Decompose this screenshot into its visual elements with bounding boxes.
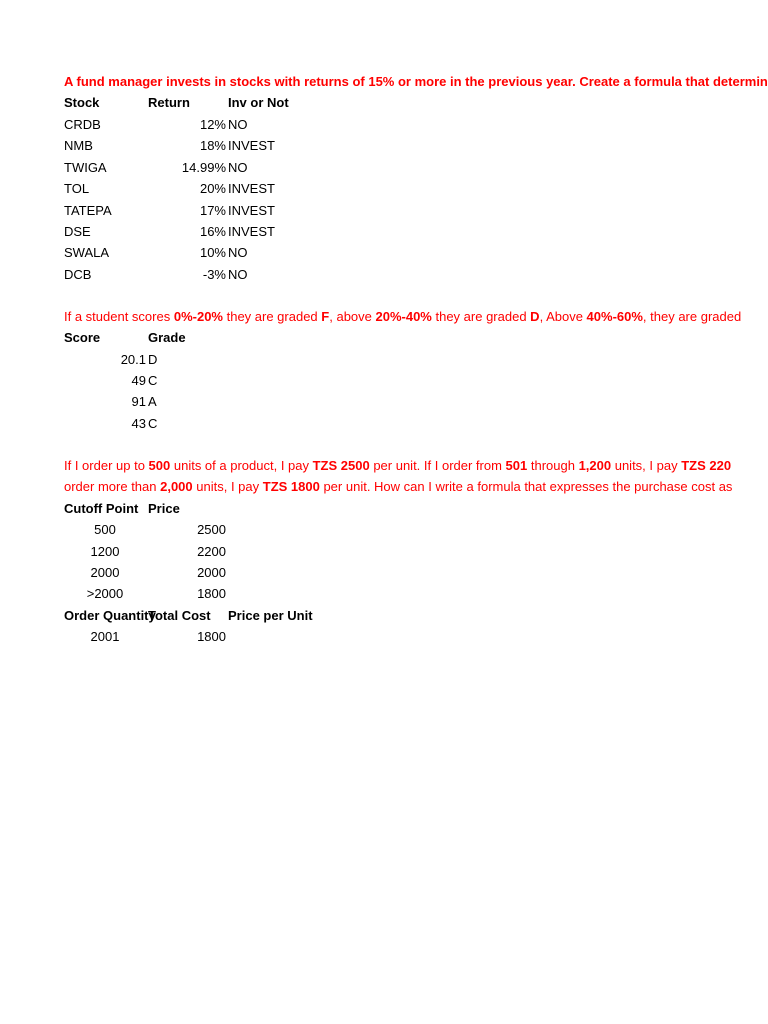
price-value: 2200 — [197, 543, 226, 559]
stock-return: 10% — [199, 245, 226, 260]
purchase-question-part: per unit. How can I write a formula that expresses the purchase cost as — [319, 479, 733, 494]
invest-decision: NO — [228, 266, 248, 282]
stock-name: TWIGA — [64, 159, 107, 175]
stock-name: TOL — [64, 181, 90, 196]
grading-question-part: , they are graded — [642, 309, 742, 324]
order-table-header — [64, 605, 364, 626]
grading-question-part: 0%-20% — [173, 309, 223, 324]
total-cost-value: 1800 — [197, 629, 226, 644]
grading-question — [64, 306, 742, 327]
cutoff-value: 2000 — [90, 565, 120, 580]
purchase-question-part: order more than — [64, 479, 161, 494]
purchase-question-part: TZS 1800 — [262, 479, 320, 494]
purchase-question-part: TZS 220 — [681, 458, 732, 473]
price-per-unit-header: Price per Unit — [228, 607, 313, 623]
invest-decision: INVEST — [228, 224, 275, 239]
purchase-question-part: through — [527, 458, 579, 473]
table-row — [64, 264, 364, 285]
grading-question-part: D — [530, 309, 540, 324]
stock-return: 12% — [199, 116, 226, 132]
table-row — [64, 221, 364, 242]
table-row — [64, 349, 364, 370]
stock-name: TATEPA — [64, 202, 112, 218]
grade-header: Grade — [148, 330, 186, 345]
purchase-question-part: If I order up to — [64, 458, 149, 473]
table-row — [64, 562, 364, 583]
stock-name: NMB — [64, 138, 93, 153]
invest-decision: NO — [228, 159, 248, 175]
grading-question-part: they are graded — [431, 309, 531, 324]
table-row — [64, 370, 364, 391]
purchase-question-part: 2,000 — [160, 479, 193, 494]
invest-decision: NO — [228, 245, 248, 260]
table-row — [64, 200, 364, 221]
table-row — [64, 626, 364, 647]
table-row — [64, 583, 364, 604]
invest-decision: INVEST — [228, 202, 275, 218]
table-row — [64, 114, 364, 135]
table-row — [64, 413, 364, 434]
grade-value: A — [148, 394, 157, 409]
grading-question-part: F — [321, 309, 330, 324]
stock-name: DCB — [64, 266, 92, 282]
order-quantity-header: Order Quantity — [64, 607, 156, 623]
table-row — [64, 178, 364, 199]
price-value: 1800 — [197, 586, 226, 601]
purchase-question-part: units, I pay — [611, 458, 682, 473]
grading-question-part: 20%-40% — [375, 309, 432, 324]
table-row — [64, 519, 364, 540]
stock-return: 18% — [199, 138, 226, 153]
purchase-question-part: 500 — [148, 458, 171, 473]
cutoff-table-header — [64, 498, 364, 519]
table-row — [64, 391, 364, 412]
invest-decision: INVEST — [228, 181, 275, 196]
stock-return: 16% — [199, 224, 226, 239]
price-value: 2500 — [197, 522, 226, 537]
stock-header: Stock — [64, 95, 100, 110]
score-value: 20.1 — [120, 351, 146, 367]
fund-manager-question — [64, 71, 768, 92]
score-value: 43 — [131, 415, 146, 431]
score-value: 49 — [131, 373, 146, 388]
grade-value: C — [148, 415, 158, 431]
grading-question-part: , Above — [539, 309, 587, 324]
return-header: Return — [148, 95, 190, 110]
purchase-question-part: 501 — [505, 458, 528, 473]
price-header: Price — [148, 500, 180, 516]
stock-return: -3% — [202, 266, 226, 282]
cutoff-value: >2000 — [86, 586, 124, 601]
score-value: 91 — [131, 394, 146, 409]
purchase-question-line-2 — [64, 476, 733, 497]
stock-name: DSE — [64, 224, 91, 239]
stock-name: SWALA — [64, 245, 110, 260]
grade-table-header — [64, 327, 364, 348]
stock-table-header — [64, 92, 364, 113]
invest-decision: NO — [228, 116, 248, 132]
purchase-question-part: units of a product, I pay — [170, 458, 313, 473]
grading-question-part: If a student scores — [64, 309, 174, 324]
purchase-question-part: TZS 2500 — [312, 458, 370, 473]
stock-return: 14.99% — [181, 159, 226, 175]
grading-question-part: 40%-60% — [586, 309, 643, 324]
order-quantity-value: 2001 — [90, 629, 120, 644]
purchase-question-part: units, I pay — [192, 479, 263, 494]
table-row — [64, 541, 364, 562]
cutoff-point-header: Cutoff Point — [64, 500, 139, 516]
grading-question-part: , above — [329, 309, 376, 324]
inv-or-not-header: Inv or Not — [228, 95, 289, 110]
cutoff-value: 1200 — [90, 543, 120, 559]
purchase-question-part: per unit. If I order from — [369, 458, 506, 473]
stock-return: 17% — [199, 202, 226, 218]
invest-decision: INVEST — [228, 138, 275, 153]
score-header: Score — [64, 330, 101, 345]
grade-value: D — [148, 351, 158, 367]
grading-question-part: they are graded — [222, 309, 322, 324]
purchase-question-part: 1,200 — [578, 458, 612, 473]
price-value: 2000 — [197, 565, 226, 580]
table-row — [64, 135, 364, 156]
table-row — [64, 242, 364, 263]
grade-value: C — [148, 373, 158, 388]
table-row — [64, 157, 364, 178]
stock-return: 20% — [199, 181, 226, 196]
cutoff-value: 500 — [94, 522, 116, 537]
fund-manager-question-text: A fund manager invests in stocks with returns of 15% or more in the previous year. Create a formula that determin — [64, 74, 768, 89]
purchase-question-line-1 — [64, 455, 732, 476]
total-cost-header: Total Cost — [148, 607, 211, 623]
stock-name: CRDB — [64, 116, 101, 132]
